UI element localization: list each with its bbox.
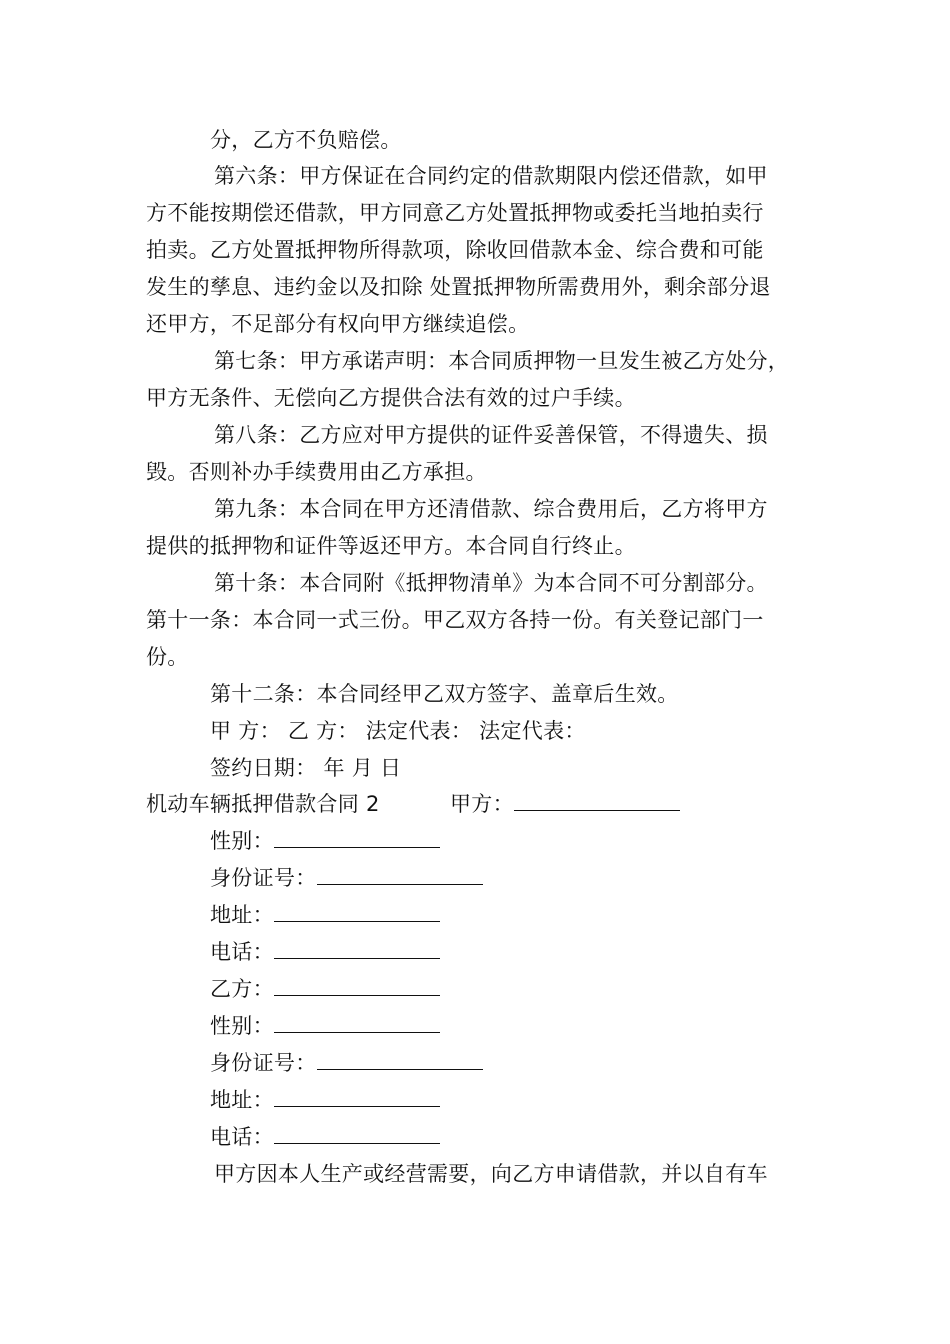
field-blank (274, 975, 440, 996)
article-8-line-1: 第八条：乙方应对甲方提供的证件妥善保管，不得遗失、损 (214, 423, 768, 447)
field-label: 性别： (210, 829, 274, 853)
field-gender-a (210, 827, 440, 855)
field-gender-b (210, 1012, 440, 1040)
article-12: 第十二条：本合同经甲乙双方签字、盖章后生效。 (210, 682, 679, 706)
party-a-blank (514, 790, 680, 811)
field-label: 电话： (210, 940, 274, 964)
field-blank (274, 827, 440, 848)
field-label: 身份证号： (210, 866, 317, 890)
field-blank (274, 938, 440, 959)
article-6-line-2: 方不能按期偿还借款，甲方同意乙方处置抵押物或委托当地拍卖行 (146, 201, 764, 225)
field-label: 身份证号： (210, 1051, 317, 1075)
field-blank (317, 1049, 483, 1070)
field-blank (274, 901, 440, 922)
article-11-line-1: 第十一条：本合同一式三份。甲乙双方各持一份。有关登记部门一 (146, 608, 764, 632)
closing-paragraph-line: 甲方因本人生产或经营需要，向乙方申请借款，并以自有车 (214, 1162, 768, 1186)
field-id-b (210, 1049, 483, 1077)
field-address-b (210, 1086, 440, 1114)
contract-2-title: 机动车辆抵押借款合同 2 (146, 792, 380, 816)
article-7-line-1: 第七条：甲方承诺声明：本合同质押物一旦发生被乙方处分， (214, 349, 790, 373)
field-blank (274, 1123, 440, 1144)
article-9-line-2: 提供的抵押物和证件等返还甲方。本合同自行终止。 (146, 534, 636, 558)
field-blank (274, 1012, 440, 1033)
article-10: 第十条：本合同附《抵押物清单》为本合同不可分割部分。 (214, 571, 768, 595)
field-phone-b (210, 1123, 440, 1151)
field-blank (274, 1086, 440, 1107)
field-label: 地址： (210, 1088, 274, 1112)
field-blank (317, 864, 483, 885)
field-party-b (210, 975, 440, 1003)
field-address-a (210, 901, 440, 929)
paragraph-continuation: 分，乙方不负赔偿。 (210, 128, 402, 152)
article-6-line-4: 发生的孳息、违约金以及扣除 处置抵押物所需费用外，剩余部分退 (146, 275, 771, 299)
field-label: 地址： (210, 903, 274, 927)
article-9-line-1: 第九条：本合同在甲方还清借款、综合费用后，乙方将甲方 (214, 497, 768, 521)
field-id-a (210, 864, 483, 892)
sign-date-line: 签约日期： 年 月 日 (210, 756, 402, 780)
article-7-line-2: 甲方无条件、无偿向乙方提供合法有效的过户手续。 (146, 386, 636, 410)
field-phone-a (210, 938, 440, 966)
article-11-line-2: 份。 (146, 645, 189, 669)
article-8-line-2: 毁。否则补办手续费用由乙方承担。 (146, 460, 487, 484)
signers-line: 甲 方： 乙 方： 法定代表： 法定代表： (210, 719, 586, 743)
article-6-line-1: 第六条：甲方保证在合同约定的借款期限内偿还借款，如甲 (214, 164, 768, 188)
article-6-line-3: 拍卖。乙方处置抵押物所得款项，除收回借款本金、综合费和可能 (146, 238, 764, 262)
party-a-field (450, 790, 680, 818)
field-label: 性别： (210, 1014, 274, 1038)
article-6-line-5: 还甲方，不足部分有权向甲方继续追偿。 (146, 312, 530, 336)
field-label: 电话： (210, 1125, 274, 1149)
party-a-label: 甲方： (450, 792, 514, 816)
field-label: 乙方： (210, 977, 274, 1001)
